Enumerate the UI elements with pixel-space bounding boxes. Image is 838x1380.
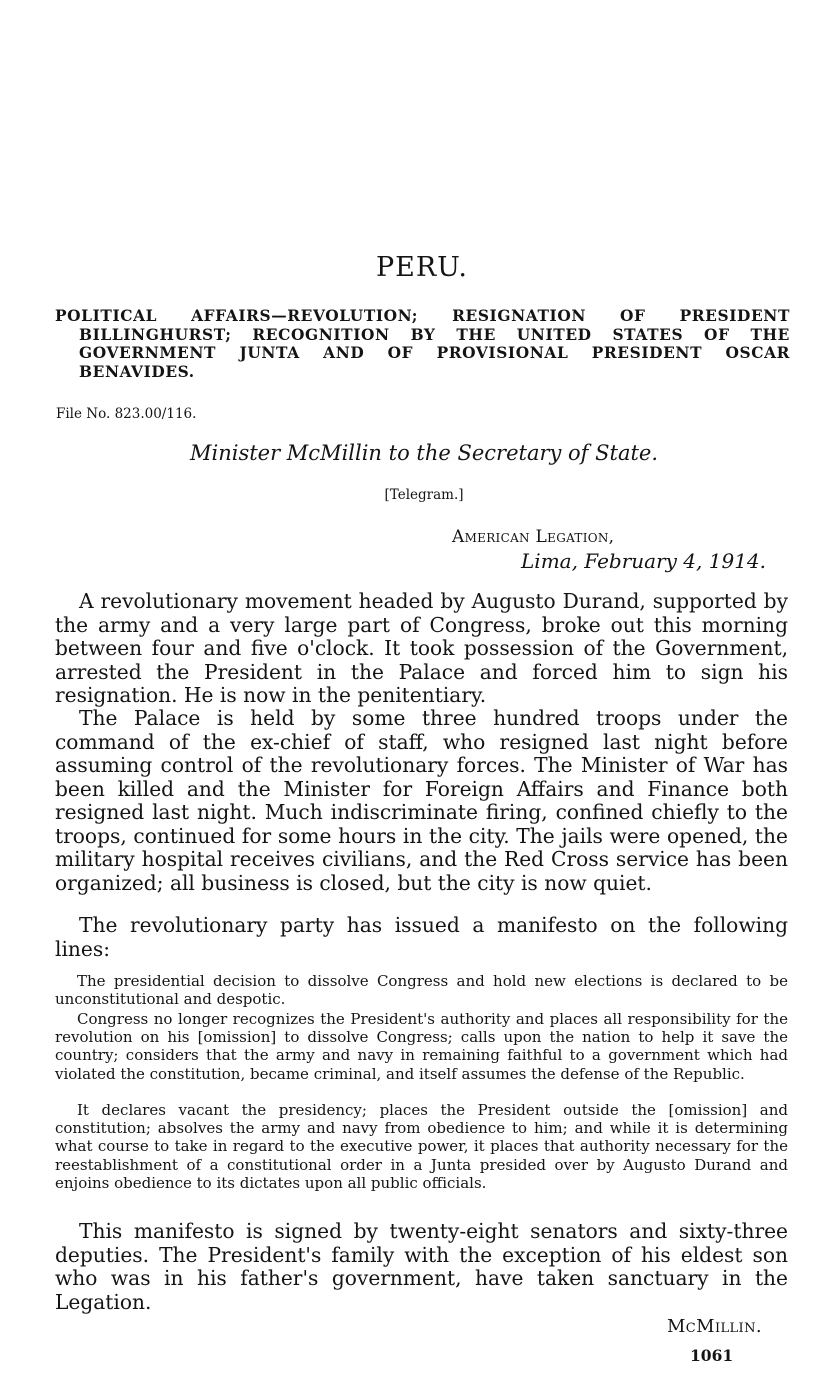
legation-address: American Legation, [452, 527, 615, 547]
manifesto-paragraph: It declares vacant the presidency; places the President outside the [omission] and constitution; absolves the army and navy from obedience to him; and while it is determining what course to take in regard to the executive power, it places that authority necessary for the reestablishment of a constitutional order in a Junta presided over by Augusto Durand and enjoins obedience to its dictates upon all public officials. [55, 1101, 788, 1192]
body-paragraph: The revolutionary party has issued a manifesto on the following lines: [55, 913, 788, 961]
country-title: PERU. [375, 252, 469, 283]
closing-paragraph: This manifesto is signed by twenty-eight senators and sixty-three deputies. The President's family with the exception of his eldest son who was in his father's government, have taken sanctuary in the Legation. [55, 1219, 788, 1314]
dateline: Lima, February 4, 1914. [521, 549, 766, 573]
signature: McMillin. [666, 1316, 762, 1337]
page-number: 1061 [690, 1346, 734, 1365]
body-paragraph: A revolutionary movement headed by Augusto Durand, supported by the army and a very large part of Congress, broke out this morning between four and five o'clock. It took possession of the Government, arrested the President in the Palace and forced him to sign his resignation. He is now in the penitentiary. [55, 589, 788, 707]
section-heading: POLITICAL AFFAIRS—REVOLUTION; RESIGNATION OF PRESIDENT BILLINGHURST; RECOGNITION BY THE UNITED STATES OF THE GOVERNMENT JUNTA AND OF PROVISIONAL PRESIDENT OSCAR BENAVIDES. [55, 307, 790, 381]
file-number: File No. 823.00/116. [56, 406, 197, 422]
letter-title: Minister McMillin to the Secretary of State. [189, 441, 659, 465]
manifesto-paragraph: The presidential decision to dissolve Congress and hold new elections is declared to be unconstitutional and despotic. [55, 972, 788, 1009]
body-paragraph: The Palace is held by some three hundred troops under the command of the ex-chief of staff, who resigned last night before assuming control of the revolutionary forces. The Minister of War has been killed and the Minister for Foreign Affairs and Finance both resigned last night. Much indiscriminate firing, confined chiefly to the troops, continued for some hours in the city. The jails were opened, the military hospital receives civilians, and the Red Cross service has been organized; all business is closed, but the city is now quiet. [55, 706, 788, 895]
letter-type: [Telegram.] [384, 487, 464, 503]
manifesto-paragraph: Congress no longer recognizes the President's authority and places all responsibility for the revolution on his [omission] to dissolve Congress; calls upon the nation to help it save the country; considers that the army and navy in remaining faithful to a government which had violated the constitution, became criminal, and itself assumes the defense of the Republic. [55, 1010, 788, 1083]
